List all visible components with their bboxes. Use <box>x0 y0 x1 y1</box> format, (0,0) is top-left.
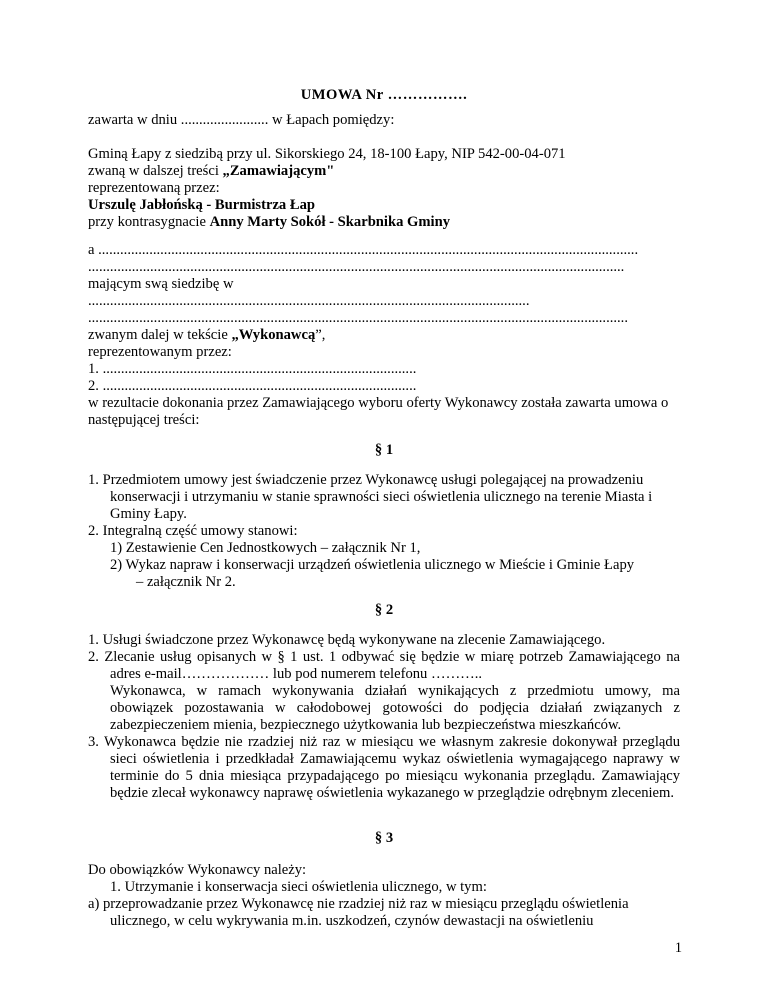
section-1-heading: § 1 <box>374 442 394 458</box>
party2-line5: .................................................................................................................................................... <box>88 310 628 326</box>
party2-line10: w rezultacie dokonania przez Zamawiającego wyboru oferty Wykonawcy została zawarta umowa o <box>88 395 669 411</box>
s1-p2-2b: – załącznik Nr 2. <box>136 574 236 590</box>
section-2-heading: § 2 <box>374 602 394 618</box>
s2-p2e: zabezpieczeniem mienia, bezpiecznego użytkowania lub bezpieczeństwa mieszkańców. <box>110 717 622 733</box>
party2-line2: ................................................................................................................................................... <box>88 259 625 275</box>
s3-p1: 1. Utrzymanie i konserwacja sieci oświetlenia ulicznego, w tym: <box>110 879 487 895</box>
s1-p1c: Gminy Łapy. <box>110 506 187 522</box>
party2-line1: a .................................................................................................................................................... <box>88 242 639 258</box>
s3-pa2: ulicznego, w celu wykrywania m.in. uszkodzeń, czynów dewastacji na oświetleniu <box>110 913 594 929</box>
s1-p1b: konserwacji i utrzymaniu w stanie sprawności sieci oświetlenia ulicznego na terenie Miasta i <box>110 489 653 505</box>
party1-line1: Gminą Łapy z siedzibą przy ul. Sikorskiego 24, 18-100 Łapy, NIP 542-00-04-071 <box>88 146 566 162</box>
s2-p2c: Wykonawca, w ramach wykonywania działań wynikających z przedmiotu umowy, ma <box>110 683 680 699</box>
s2-p3a: 3. Wykonawca będzie nie rzadziej niż raz w miesiącu we własnym zakresie dokonywał przeglądu <box>88 734 680 750</box>
s2-p2b: adres e-mail……………… lub pod numerem telefonu ……….. <box>110 666 483 682</box>
intro-line: zawarta w dniu ........................ w Łapach pomiędzy: <box>88 112 395 128</box>
party1-countersign: przy kontrasygnacie Anny Marty Sokół - Skarbnika Gminy <box>88 214 451 230</box>
party2-line4: ......................................................................................................................... <box>88 293 530 309</box>
document-title: UMOWA Nr ……………. <box>300 87 468 103</box>
s1-p2-1: 1) Zestawienie Cen Jednostkowych – załącznik Nr 1, <box>110 540 421 556</box>
s2-p3c: terminie do 5 dnia miesiąca przypadającego po miesiącu wykonania przeglądu. Zamawiający <box>110 768 680 784</box>
s3-intro: Do obowiązków Wykonawcy należy: <box>88 862 307 878</box>
party1-line2: zwaną w dalszej treści „Zamawiającym" <box>88 163 335 179</box>
party2-line7: reprezentowanym przez: <box>88 344 232 360</box>
s2-p3d: będzie zlecał wykonawcy naprawę oświetlenia wykazanego w przeglądzie odrębnym zleceniem. <box>110 785 675 801</box>
section-3-heading: § 3 <box>374 830 394 846</box>
party2-line9: 2. ...................................................................................... <box>88 378 417 394</box>
s2-p1: 1. Usługi świadczone przez Wykonawcę będą wykonywane na zlecenie Zamawiającego. <box>88 632 606 648</box>
party2-line11: następującej treści: <box>88 412 200 428</box>
s2-p2a: 2. Zlecanie usług opisanych w § 1 ust. 1 odbywać się będzie w miarę potrzeb Zamawiającego na <box>88 649 680 665</box>
s1-p1a: 1. Przedmiotem umowy jest świadczenie przez Wykonawcę usługi polegającej na prowadzeniu <box>88 472 644 488</box>
party1-representative: Urszulę Jabłońską - Burmistrza Łap <box>88 197 316 213</box>
s2-p2d: obowiązek pozostawania w całodobowej gotowości do podjęcia działań związanych z <box>110 700 680 716</box>
party2-line3: mającym swą siedzibę w <box>88 276 234 292</box>
s2-p3b: sieci oświetlenia i przedkładał Zamawiającemu wykaz oświetlenia wymagającego naprawy w <box>110 751 680 767</box>
party1-line3: reprezentowaną przez: <box>88 180 220 196</box>
party2-line6: zwanym dalej w tekście „Wykonawcą”, <box>88 327 326 343</box>
page-number: 1 <box>674 940 682 956</box>
s1-p2-2: 2) Wykaz napraw i konserwacji urządzeń oświetlenia ulicznego w Mieście i Gminie Łapy <box>110 557 635 573</box>
party2-line8: 1. ...................................................................................... <box>88 361 417 377</box>
s1-p2: 2. Integralną część umowy stanowi: <box>88 523 298 539</box>
s3-pa1: a) przeprowadzanie przez Wykonawcę nie rzadziej niż raz w miesiącu przeglądu oświetlenia <box>88 896 629 912</box>
